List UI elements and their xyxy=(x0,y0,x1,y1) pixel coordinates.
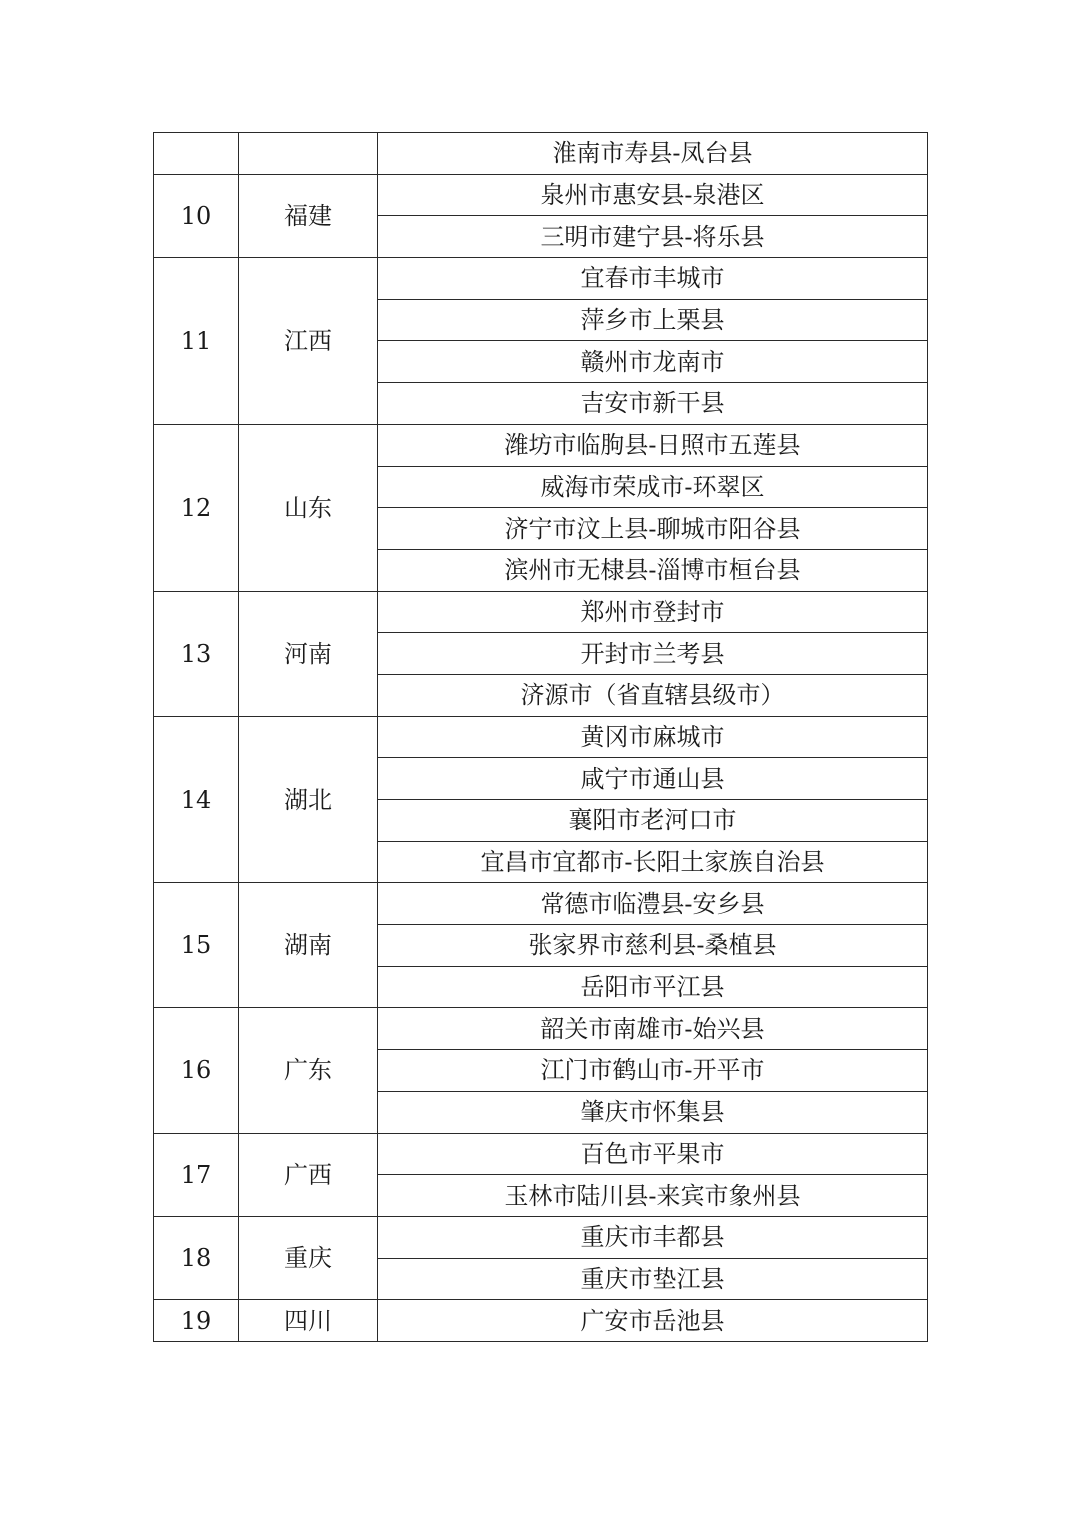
area-cell: 吉安市新干县 xyxy=(378,383,928,425)
area-cell: 百色市平果市 xyxy=(378,1133,928,1175)
province-cell: 湖南 xyxy=(239,883,378,1008)
area-cell: 韶关市南雄市-始兴县 xyxy=(378,1008,928,1050)
row-number-cell xyxy=(154,133,239,175)
table-body xyxy=(154,133,928,1342)
row-number-cell: 16 xyxy=(154,1008,239,1133)
province-cell: 重庆 xyxy=(239,1216,378,1299)
table-row xyxy=(154,1133,928,1175)
area-cell: 重庆市垫江县 xyxy=(378,1258,928,1300)
area-cell: 襄阳市老河口市 xyxy=(378,800,928,842)
area-cell: 广安市岳池县 xyxy=(378,1300,928,1342)
table-row xyxy=(154,591,928,633)
area-cell: 黄冈市麻城市 xyxy=(378,716,928,758)
province-cell: 山东 xyxy=(239,424,378,591)
row-number-cell: 13 xyxy=(154,591,239,716)
table-row xyxy=(154,174,928,216)
area-cell: 玉林市陆川县-来宾市象州县 xyxy=(378,1175,928,1217)
province-cell: 湖北 xyxy=(239,716,378,883)
province-cell: 福建 xyxy=(239,174,378,257)
row-number-cell: 15 xyxy=(154,883,239,1008)
area-cell: 赣州市龙南市 xyxy=(378,341,928,383)
area-cell: 肇庆市怀集县 xyxy=(378,1091,928,1133)
row-number-cell: 10 xyxy=(154,174,239,257)
region-table xyxy=(153,132,928,1342)
area-cell: 江门市鹤山市-开平市 xyxy=(378,1050,928,1092)
province-cell: 四川 xyxy=(239,1300,378,1342)
area-cell: 济源市（省直辖县级市） xyxy=(378,674,928,716)
area-cell: 萍乡市上栗县 xyxy=(378,299,928,341)
area-cell: 张家界市慈利县-桑植县 xyxy=(378,925,928,967)
province-cell: 广西 xyxy=(239,1133,378,1216)
area-cell: 三明市建宁县-将乐县 xyxy=(378,216,928,258)
row-number-cell: 19 xyxy=(154,1300,239,1342)
area-cell: 重庆市丰都县 xyxy=(378,1216,928,1258)
area-cell: 泉州市惠安县-泉港区 xyxy=(378,174,928,216)
area-cell: 常德市临澧县-安乡县 xyxy=(378,883,928,925)
area-cell: 郑州市登封市 xyxy=(378,591,928,633)
province-cell xyxy=(239,133,378,175)
area-cell: 岳阳市平江县 xyxy=(378,966,928,1008)
area-cell: 滨州市无棣县-淄博市桓台县 xyxy=(378,549,928,591)
area-cell: 宜昌市宜都市-长阳土家族自治县 xyxy=(378,841,928,883)
province-cell: 广东 xyxy=(239,1008,378,1133)
table-row xyxy=(154,1216,928,1258)
row-number-cell: 14 xyxy=(154,716,239,883)
row-number-cell: 18 xyxy=(154,1216,239,1299)
area-cell: 宜春市丰城市 xyxy=(378,258,928,300)
table-row xyxy=(154,424,928,466)
area-cell: 咸宁市通山县 xyxy=(378,758,928,800)
area-cell: 淮南市寿县-凤台县 xyxy=(378,133,928,175)
table-row xyxy=(154,258,928,300)
table-row xyxy=(154,133,928,175)
province-cell: 河南 xyxy=(239,591,378,716)
row-number-cell: 12 xyxy=(154,424,239,591)
row-number-cell: 11 xyxy=(154,258,239,425)
row-number-cell: 17 xyxy=(154,1133,239,1216)
area-cell: 开封市兰考县 xyxy=(378,633,928,675)
area-cell: 济宁市汶上县-聊城市阳谷县 xyxy=(378,508,928,550)
table-row xyxy=(154,716,928,758)
area-cell: 威海市荣成市-环翠区 xyxy=(378,466,928,508)
table-row xyxy=(154,1300,928,1342)
area-cell: 潍坊市临朐县-日照市五莲县 xyxy=(378,424,928,466)
table-row xyxy=(154,1008,928,1050)
table-row xyxy=(154,883,928,925)
province-cell: 江西 xyxy=(239,258,378,425)
